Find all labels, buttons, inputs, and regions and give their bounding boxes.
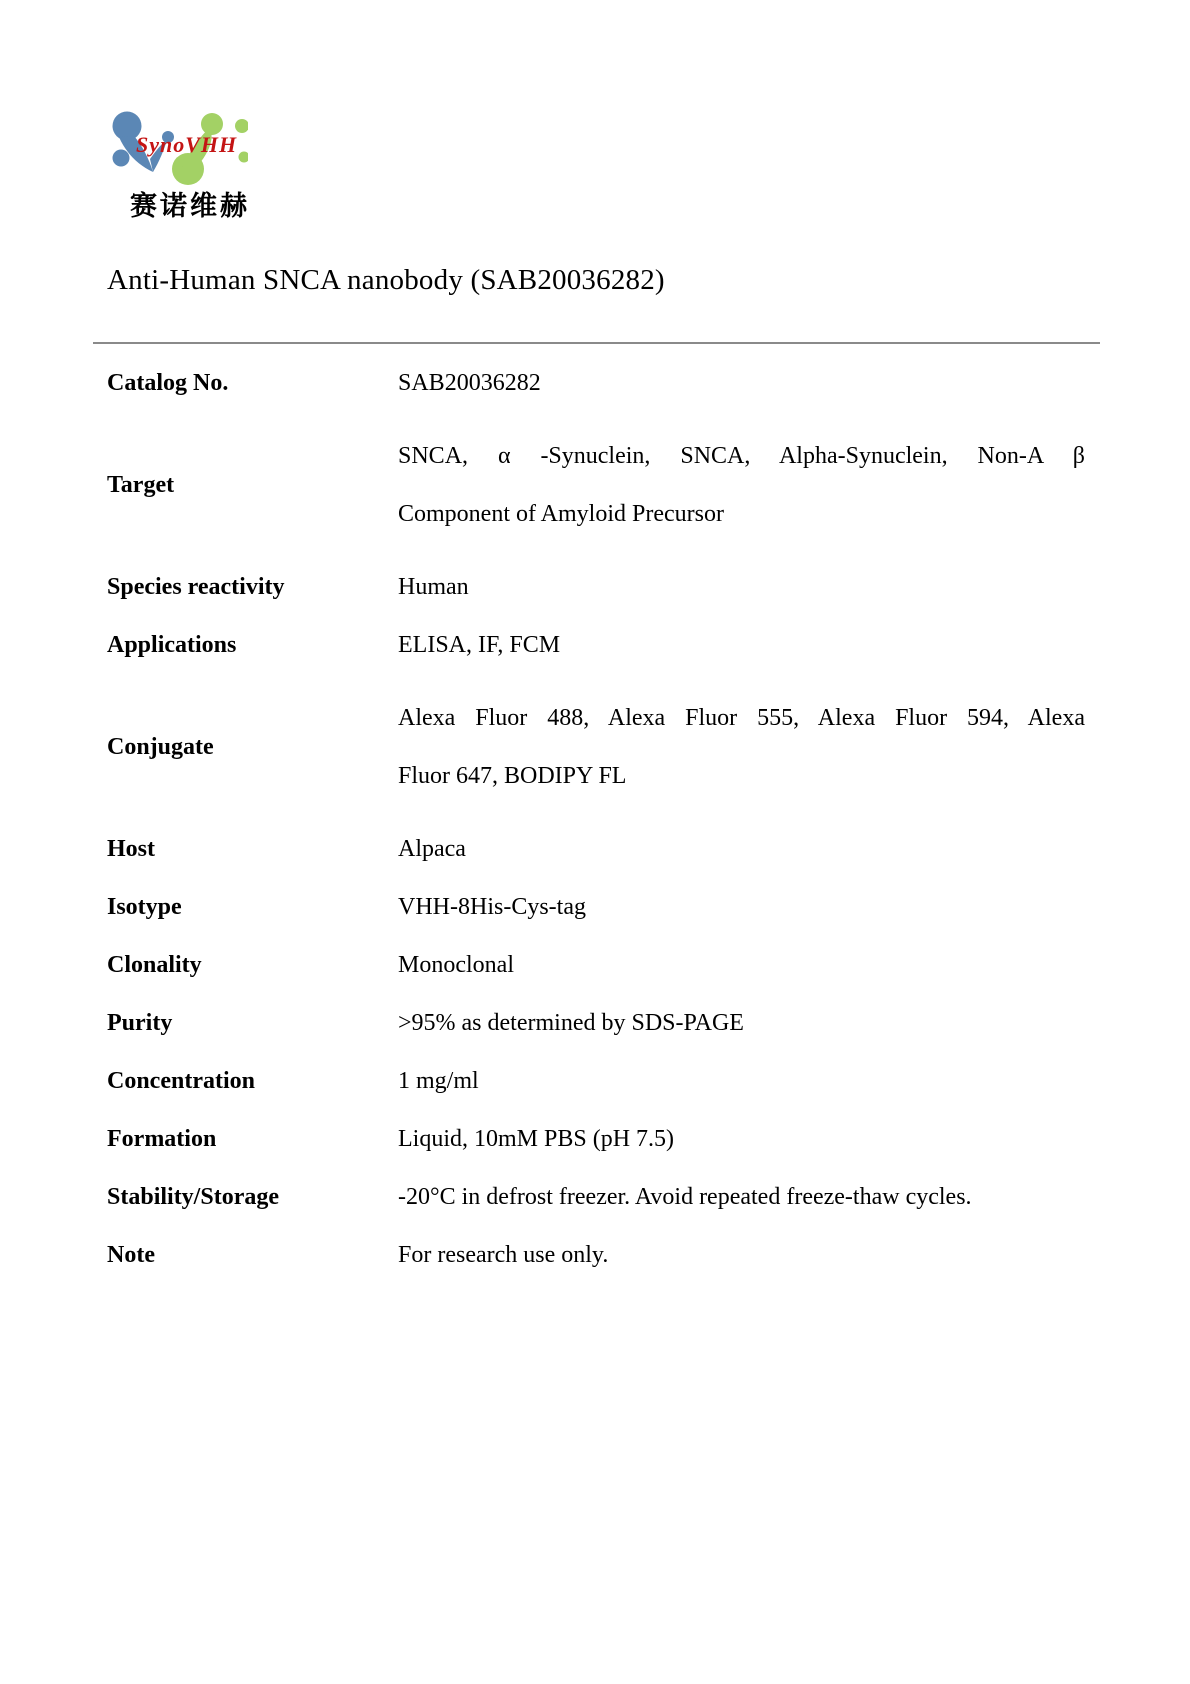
spec-value-line: Monoclonal xyxy=(398,952,514,978)
logo xyxy=(98,95,248,220)
spec-row xyxy=(107,1052,1085,1110)
spec-label: Conjugate xyxy=(107,733,214,760)
spec-label: Purity xyxy=(107,1009,173,1036)
spec-value xyxy=(398,558,1085,616)
spec-value-line: >95% as determined by SDS-PAGE xyxy=(398,1010,744,1036)
spec-label: Isotype xyxy=(107,893,182,920)
spec-row xyxy=(107,1168,1085,1226)
page-title: Anti-Human SNCA nanobody (SAB20036282) xyxy=(107,264,665,296)
spec-label: Stability/Storage xyxy=(107,1183,279,1210)
spec-label: Note xyxy=(107,1241,155,1268)
spec-value xyxy=(398,1226,1085,1284)
spec-value-line: Alpaca xyxy=(398,836,466,862)
spec-value xyxy=(398,412,1085,558)
logo-graphic xyxy=(98,95,248,187)
spec-row xyxy=(107,936,1085,994)
spec-value-line: Component of Amyloid Precursor xyxy=(398,501,724,527)
spec-value xyxy=(398,1052,1085,1110)
spec-value xyxy=(398,354,1085,412)
logo-chinese-name: 赛诺维赫 xyxy=(130,191,250,221)
spec-value xyxy=(398,820,1085,878)
spec-row xyxy=(107,412,1085,558)
spec-label: Formation xyxy=(107,1125,217,1152)
spec-row xyxy=(107,878,1085,936)
spec-value xyxy=(398,1110,1085,1168)
spec-value xyxy=(398,616,1085,674)
spec-row xyxy=(107,1110,1085,1168)
spec-row xyxy=(107,674,1085,820)
spec-row xyxy=(107,1226,1085,1284)
spec-value xyxy=(398,674,1085,820)
spec-value-line: ELISA, IF, FCM xyxy=(398,632,561,658)
spec-value-line: Fluor 647, BODIPY FL xyxy=(398,763,627,789)
logo-brand-text: SynoVHH xyxy=(136,132,238,157)
spec-value-line: Human xyxy=(398,574,469,600)
title-divider xyxy=(93,342,1100,344)
spec-label: Species reactivity xyxy=(107,573,285,600)
spec-value-line: For research use only. xyxy=(398,1242,609,1268)
spec-table-body xyxy=(107,354,1085,1284)
spec-row xyxy=(107,616,1085,674)
spec-label: Target xyxy=(107,471,175,498)
spec-value xyxy=(398,878,1085,936)
spec-value-line: Liquid, 10mM PBS (pH 7.5) xyxy=(398,1126,675,1152)
spec-value-line: SNCA, α -Synuclein, SNCA, Alpha-Synuclein, Non-A β xyxy=(398,443,1085,469)
spec-value xyxy=(398,994,1085,1052)
spec-value-line: 1 mg/ml xyxy=(398,1068,479,1094)
spec-table xyxy=(107,354,1085,1284)
spec-value xyxy=(398,936,1085,994)
spec-row xyxy=(107,820,1085,878)
spec-value xyxy=(398,1168,1085,1226)
spec-row xyxy=(107,354,1085,412)
spec-label: Host xyxy=(107,835,155,862)
spec-value-line: Alexa Fluor 488, Alexa Fluor 555, Alexa Fluor 594, Alexa xyxy=(398,705,1085,731)
spec-value-line: VHH-8His-Cys-tag xyxy=(398,894,586,920)
spec-value-line: -20°C in defrost freezer. Avoid repeated freeze-thaw cycles. xyxy=(398,1184,972,1210)
spec-label: Clonality xyxy=(107,951,202,978)
spec-value-line: SAB20036282 xyxy=(398,370,541,396)
spec-label: Catalog No. xyxy=(107,369,229,396)
spec-label: Applications xyxy=(107,631,237,658)
spec-label: Concentration xyxy=(107,1067,255,1094)
spec-row xyxy=(107,994,1085,1052)
spec-row xyxy=(107,558,1085,616)
